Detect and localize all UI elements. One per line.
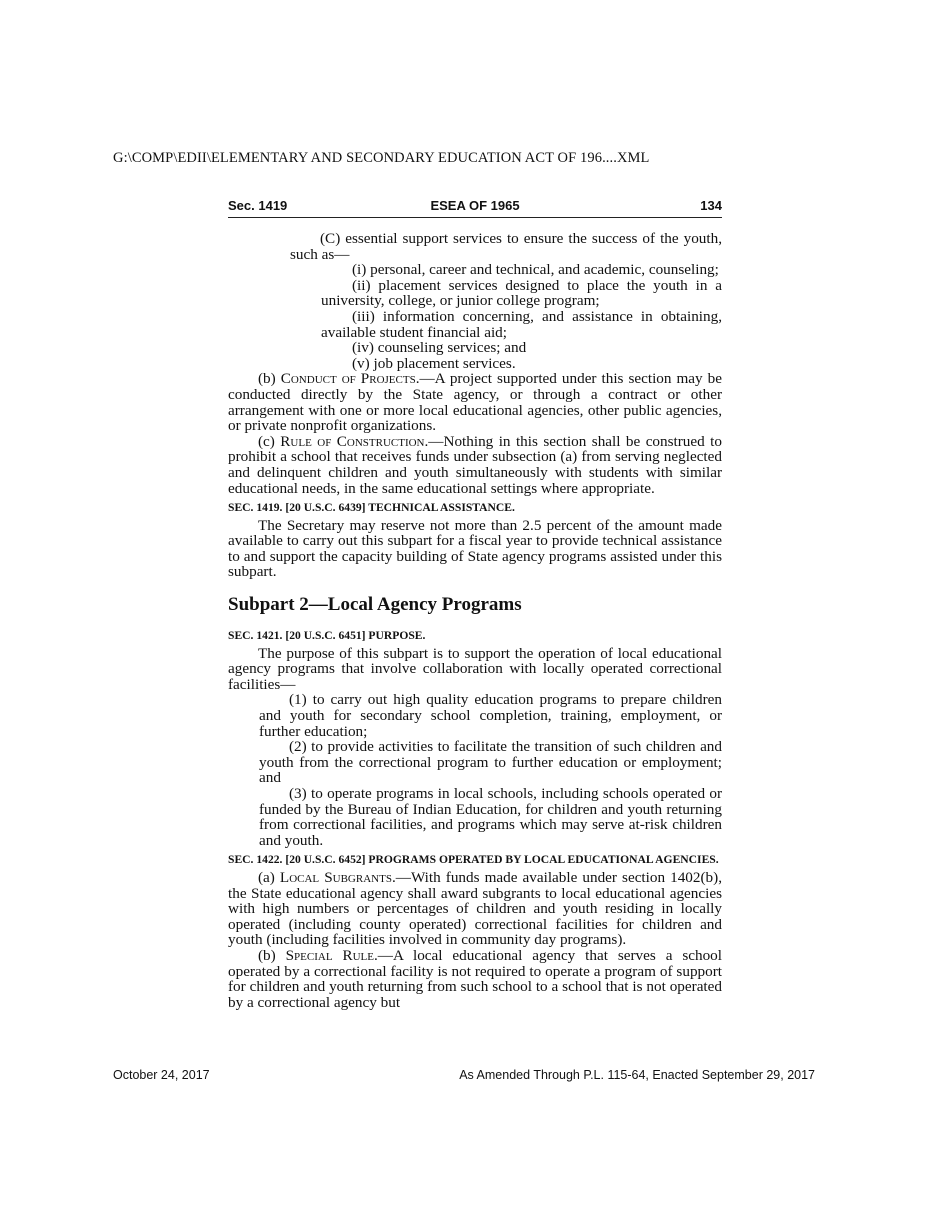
paragraph (321, 278, 722, 309)
paragraph-text: Subpart 2—Local Agency Programs (228, 594, 522, 616)
paragraph (321, 262, 722, 278)
paragraph-text: (iv) counseling services; and (352, 339, 527, 357)
running-head-section: Sec. 1419 (228, 198, 288, 213)
paragraph (259, 692, 722, 739)
page-number: 134 (700, 198, 722, 213)
paragraph (321, 309, 722, 340)
paragraph-text: .—A local educational agency that serves a school operated by a correctional facility is not required to operate a program of support for children and youth returning from such school to a school that is not operated by a correctional agency but (228, 946, 722, 1011)
paragraph (259, 739, 722, 786)
paragraph (259, 786, 722, 848)
paragraph-text: .—A project supported under this section may be conducted directly by the State agency, or through a contract or other arrangement with one or more local educational agencies, other public agencies, or private nonprofit organizations. (228, 370, 722, 435)
paragraph-text: SEC. 1421. [20 U.S.C. 6451] PURPOSE. (228, 629, 426, 643)
paragraph (228, 948, 722, 1010)
paragraph-text: (ii) placement services designed to place the youth in a university, college, or junior college program; (321, 276, 722, 310)
paragraph-text: The Secretary may reserve not more than 2.5 percent of the amount made available to carry out this subpart for a fiscal year to provide technical assistance to and support the capacity building of State agency programs assisted under this subpart. (228, 516, 722, 581)
paragraph (228, 371, 722, 433)
paragraph-caption: Local Subgrants (279, 868, 392, 886)
paragraph-lead: (b) (258, 946, 286, 964)
paragraph (321, 340, 722, 356)
paragraph-text: (i) personal, career and technical, and academic, counseling; (352, 261, 719, 279)
footer-amended: As Amended Through P.L. 115-64, Enacted September 29, 2017 (459, 1068, 815, 1082)
file-path: G:\COMP\EDII\ELEMENTARY AND SECONDARY EDUCATION ACT OF 196....XML (113, 150, 650, 166)
paragraph-lead: (b) (258, 370, 281, 388)
paragraph (228, 434, 722, 496)
section-heading (228, 500, 722, 516)
paragraph (228, 518, 722, 580)
paragraph-lead: (c) (258, 432, 281, 450)
paragraph-text: (v) job placement services. (352, 354, 516, 372)
paragraph-lead: (a) (258, 868, 280, 886)
paragraph (290, 231, 722, 262)
paragraph (228, 870, 722, 948)
running-head (228, 197, 722, 218)
paragraph (228, 646, 722, 693)
paragraph-text: (iii) information concerning, and assistance in obtaining, available student financial aid; (321, 307, 722, 341)
document-body (228, 231, 722, 1010)
footer-date: October 24, 2017 (113, 1068, 210, 1082)
paragraph-text: .—With funds made available under section 1402(b), the State educational agency shall award subgrants to local educational agencies with high numbers or percentages of children and youth residing in locally operated (including county operated) correctional facilities for children and youth (including facilities involved in community day programs). (228, 868, 722, 949)
paragraph-text: (3) to operate programs in local schools, including schools operated or funded by the Bureau of Indian Education, for children and youth returning from correctional facilities, and programs which may serve at-risk children and youth. (259, 785, 722, 849)
paragraph-text: (1) to carry out high quality education programs to prepare children and youth for secondary school completion, training, employment, or further education; (259, 691, 722, 740)
paragraph-caption: Conduct of Projects (280, 370, 416, 388)
paragraph-text: (2) to provide activities to facilitate the transition of such children and youth from the correctional program to further education or employment; and (259, 738, 722, 787)
paragraph-text: SEC. 1422. [20 U.S.C. 6452] PROGRAMS OPERATED BY LOCAL EDUCATIONAL AGENCIES. (228, 853, 719, 867)
paragraph-text: SEC. 1419. [20 U.S.C. 6439] TECHNICAL ASSISTANCE. (228, 501, 515, 515)
section-heading (228, 628, 722, 644)
paragraph-text: .—Nothing in this section shall be construed to prohibit a school that receives funds under subsection (a) from serving neglected and delinquent children and youth simultaneously with students with similar educational needs, in the same educational settings where appropriate. (228, 432, 722, 497)
paragraph (321, 356, 722, 372)
running-head-title: ESEA OF 1965 (430, 198, 520, 213)
section-heading (228, 852, 722, 868)
paragraph-text: (C) essential support services to ensure the success of the youth, such as— (290, 230, 722, 263)
paragraph-caption: Rule of Construction (280, 432, 425, 450)
paragraph-text: The purpose of this subpart is to support the operation of local educational agency programs that involve collaboration with locally operated correctional facilities— (228, 644, 722, 693)
subpart-heading (228, 594, 722, 616)
paragraph-caption: Special Rule (285, 946, 374, 964)
